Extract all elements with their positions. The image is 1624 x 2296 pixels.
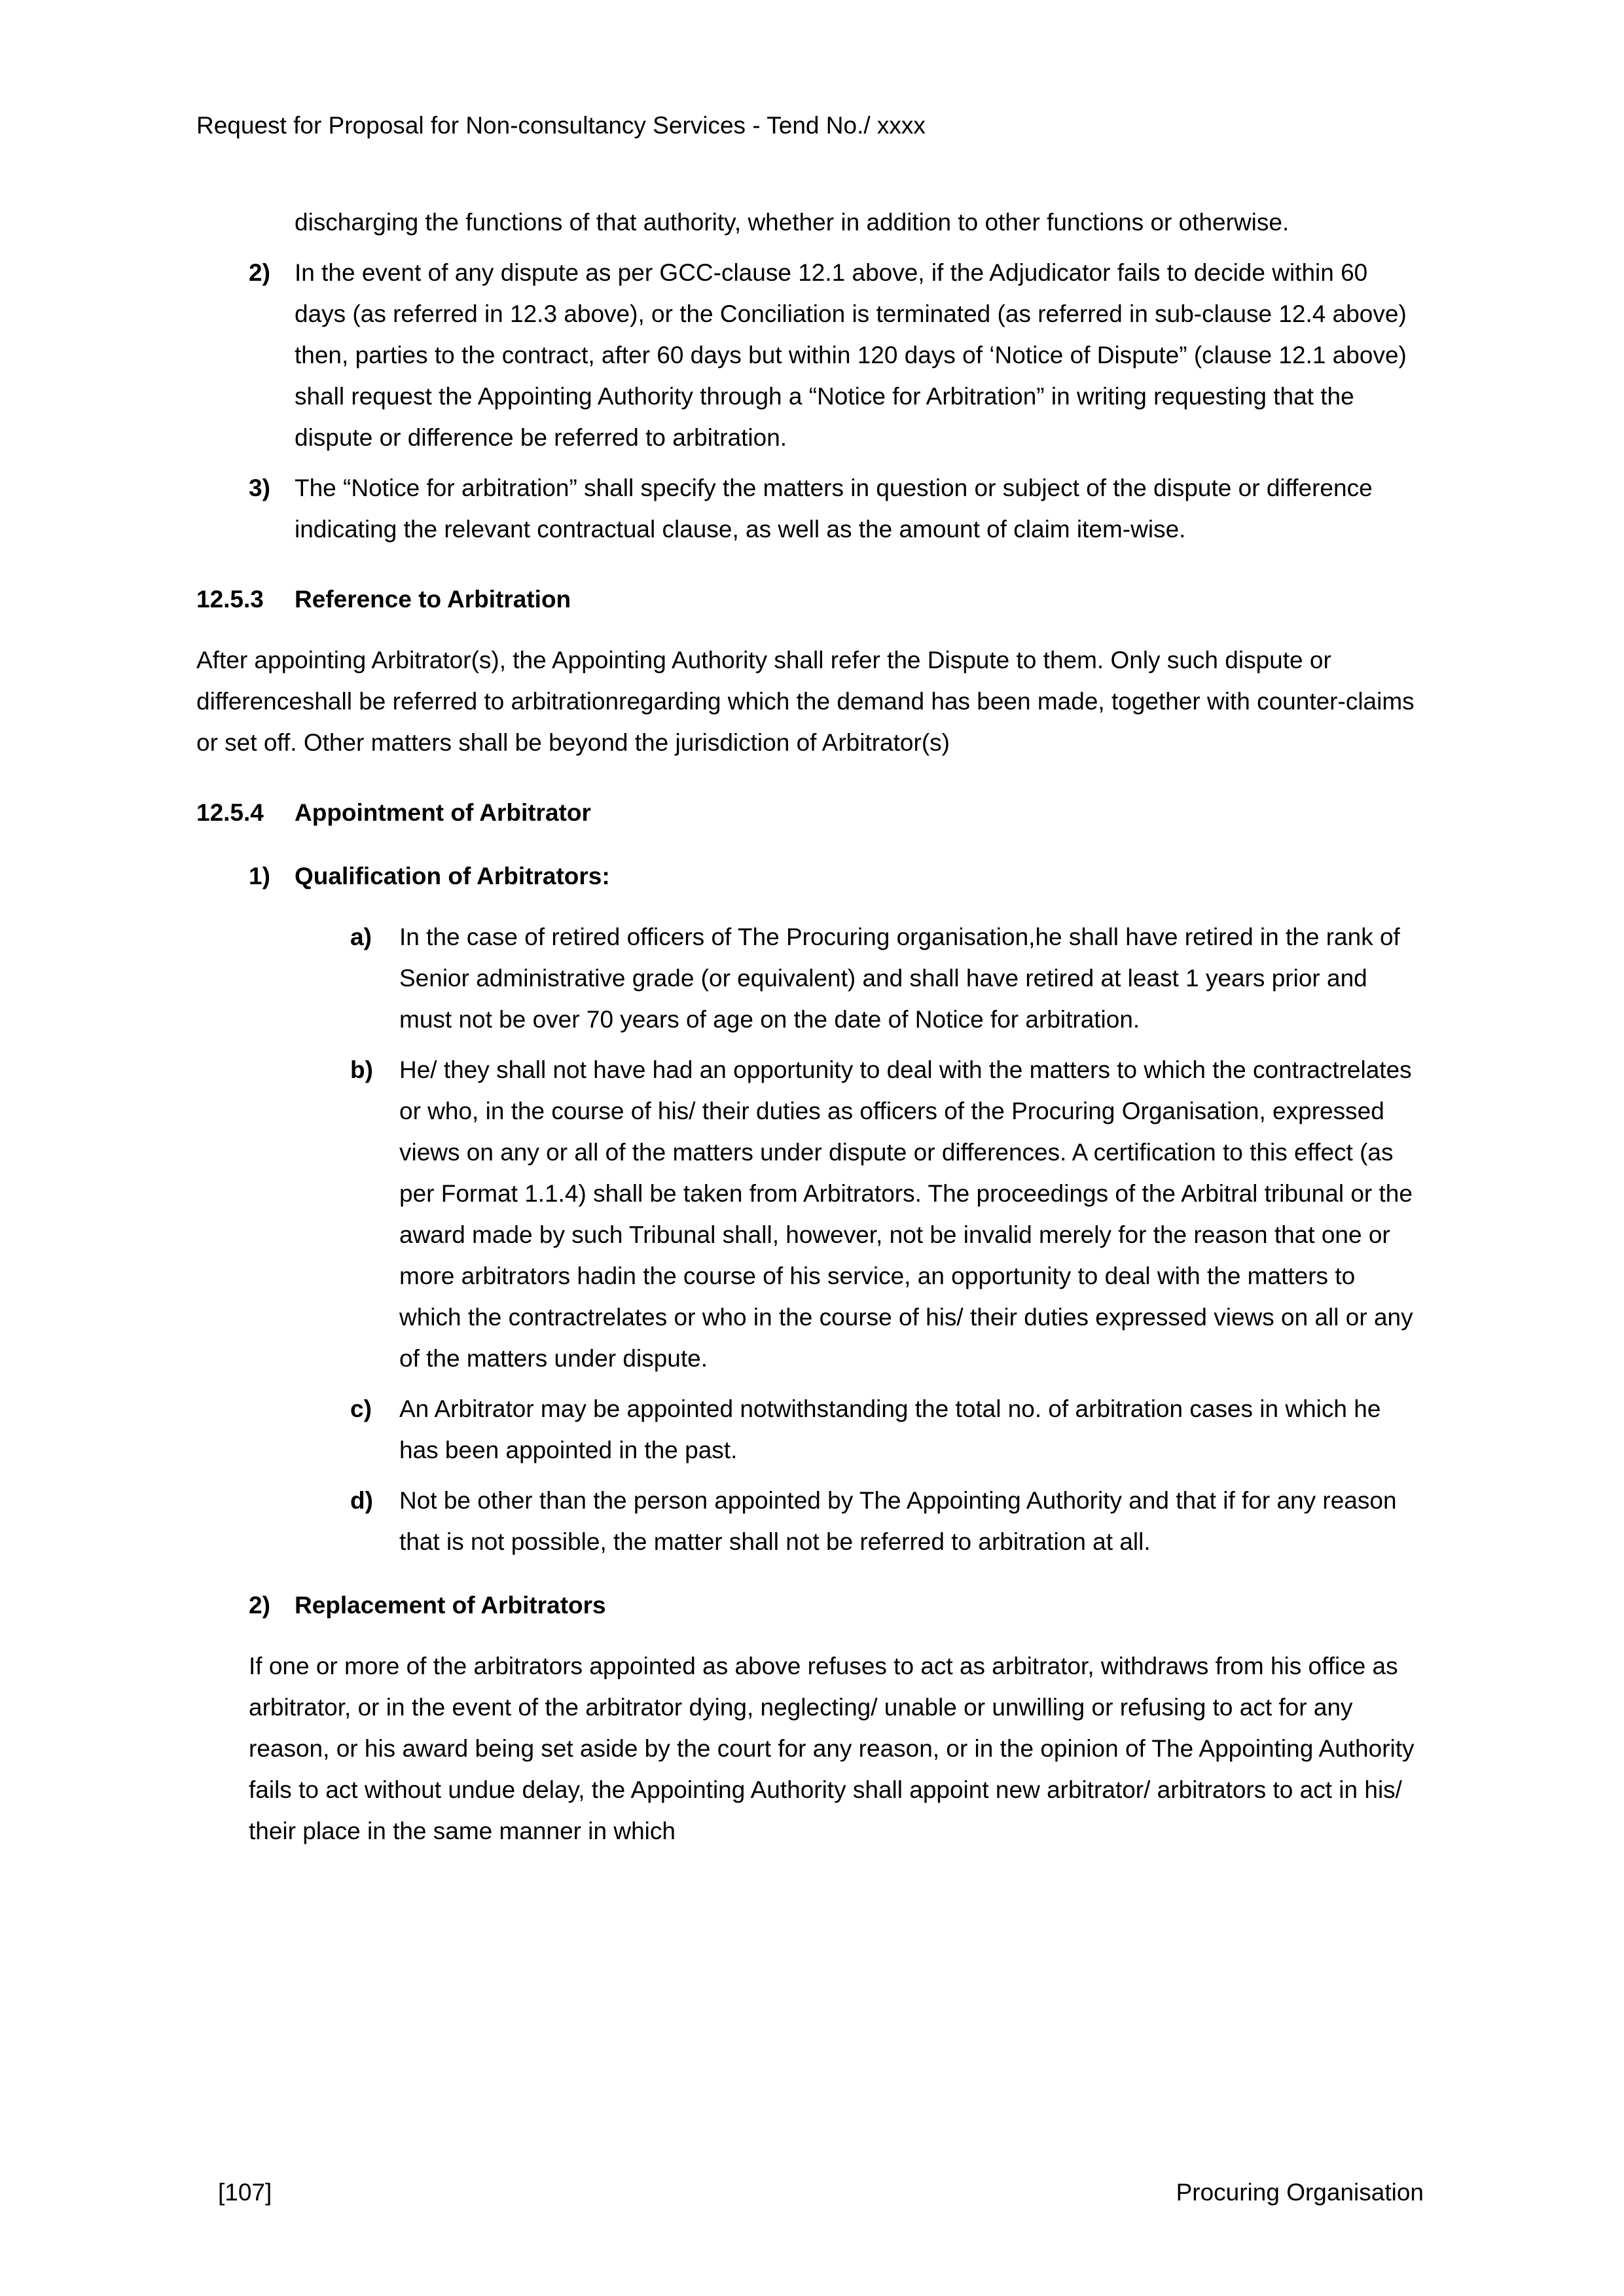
section-heading-12-5-3	[196, 579, 1424, 620]
section-number: 12.5.3	[196, 586, 264, 613]
list-item-text: In the event of any dispute as per GCC-clause 12.1 above, if the Adjudicator fails to decide within 60 days (as referred in 12.3 above), or the Conciliation is terminated (as referred in sub-clause 12.4 above) then, parties to the contract, after 60 days but within 120 days of ‘Notice of Dispute” (clause 12.1 above) shall request the Appointing Authority through a “Notice for Arbitration” in writing requesting that the dispute or difference be referred to arbitration.	[295, 259, 1407, 451]
subheading-title: Qualification of Arbitrators:	[295, 863, 610, 889]
list-item-3	[249, 467, 1424, 550]
page-footer	[196, 2172, 1424, 2213]
page-header	[196, 105, 1424, 146]
list-marker: d)	[350, 1487, 373, 1514]
section-title: Reference to Arbitration	[295, 586, 571, 613]
list-marker: 2)	[249, 1592, 270, 1619]
lettered-item-a	[350, 916, 1424, 1040]
reference-paragraph: After appointing Arbitrator(s), the Appointing Authority shall refer the Dispute to them. Only such dispute or differenceshall be referred to arbitrationregarding which the demand has been made, together with counter-claims or set off. Other matters shall be beyond the jurisdiction of Arbitrator(s)	[196, 647, 1415, 756]
footer-organisation: Procuring Organisation	[1176, 2179, 1424, 2206]
continuation-paragraph: discharging the functions of that authority, whether in addition to other functions or otherwise.	[295, 209, 1290, 236]
replacement-subheading	[249, 1585, 1424, 1626]
list-marker: 1)	[249, 863, 270, 889]
list-item-2	[249, 252, 1424, 458]
lettered-item-d	[350, 1480, 1424, 1562]
section-title: Appointment of Arbitrator	[295, 799, 591, 826]
list-marker: c)	[350, 1395, 372, 1422]
lettered-item-b	[350, 1049, 1424, 1379]
section-number: 12.5.4	[196, 799, 264, 826]
list-item-text: Not be other than the person appointed by The Appointing Authority and that if for any reason that is not possible, the matter shall not be referred to arbitration at all.	[399, 1487, 1397, 1555]
list-marker: 2)	[249, 259, 270, 286]
replacement-paragraph: If one or more of the arbitrators appointed as above refuses to act as arbitrator, withdraws from his office as arbitrator, or in the event of the arbitrator dying, neglecting/ unable or unwilling or refusing to act for any reason, or his award being set aside by the court for any reason, or in the opinion of The Appointing Authority fails to act without undue delay, the Appointing Authority shall appoint new arbitrator/ arbitrators to act in his/ their place in the same manner in which	[249, 1653, 1415, 1844]
list-item-text: An Arbitrator may be appointed notwithstanding the total no. of arbitration cases in which he has been appointed in the past.	[399, 1395, 1381, 1463]
subheading-title: Replacement of Arbitrators	[295, 1592, 606, 1619]
list-marker: b)	[350, 1056, 373, 1083]
header-title: Request for Proposal for Non-consultancy Services - Tend No./ xxxx	[196, 112, 926, 139]
list-item-text: He/ they shall not have had an opportunity to deal with the matters to which the contractrelates or who, in the course of his/ their duties as officers of the Procuring Organisation, expressed views on any or all of the matters under dispute or differences. A certification to this effect (as per Format 1.1.4) shall be taken from Arbitrators. The proceedings of the Arbitral tribunal or the award made by such Tribunal shall, however, not be invalid merely for the reason that one or more arbitrators hadin the course of his service, an opportunity to deal with the matters to which the contractrelates or who in the course of his/ their duties expressed views on all or any of the matters under dispute.	[399, 1056, 1413, 1372]
list-marker: a)	[350, 924, 372, 950]
list-item-text: In the case of retired officers of The Procuring organisation,he shall have retired in the rank of Senior administrative grade (or equivalent) and shall have retired at least 1 years prior and must not be over 70 years of age on the date of Notice for arbitration.	[399, 924, 1400, 1033]
lettered-item-c	[350, 1388, 1424, 1471]
page-number: [107]	[218, 2179, 272, 2206]
section-heading-12-5-4	[196, 792, 1424, 833]
list-item-text: The “Notice for arbitration” shall specify the matters in question or subject of the dispute or difference indicating the relevant contractual clause, as well as the amount of claim item-wise.	[295, 475, 1373, 543]
list-marker: 3)	[249, 475, 270, 501]
document-body	[196, 202, 1424, 1861]
qualification-subheading	[249, 855, 1424, 897]
